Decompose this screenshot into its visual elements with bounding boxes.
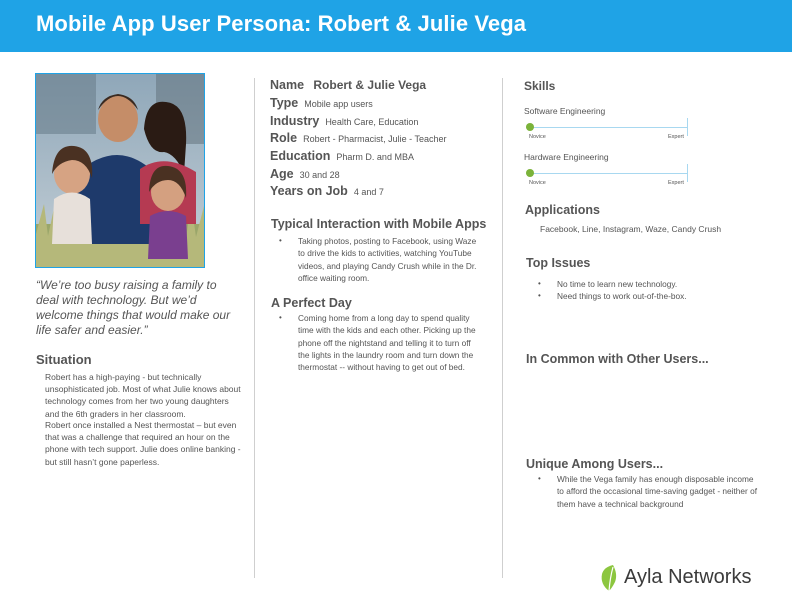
perfect-day-heading: A Perfect Day xyxy=(271,296,352,310)
skill-level-hardware xyxy=(526,169,534,177)
applications-heading: Applications xyxy=(525,203,601,217)
skill-level-software xyxy=(526,123,534,131)
brand-name: Ayla Networks xyxy=(624,566,752,588)
typical-list xyxy=(298,235,480,284)
unique-item: • While the Vega family has enough disposable income to afford the occasional time-saving gadget - neither of them have a technical background xyxy=(557,473,757,510)
persona-photo xyxy=(35,73,205,268)
field-name-label: Name xyxy=(270,78,305,92)
persona-quote: “We’re too busy raising a family to deal with technology. But we’d welcome things that would make our life safer and easier.” xyxy=(36,278,231,337)
typical-heading: Typical Interaction with Mobile Apps xyxy=(271,217,487,231)
field-education-value: Pharm D. and MBA xyxy=(336,152,414,162)
top-issues-list xyxy=(557,278,757,303)
field-role-label: Role xyxy=(270,131,298,145)
column-divider-right xyxy=(502,78,503,578)
top-issue-item-2: • Need things to work out-of-the-box. xyxy=(557,290,757,302)
skill-novice-software: Novice xyxy=(529,134,546,140)
field-name-value: Robert & Julie Vega xyxy=(313,78,427,92)
applications-text: Facebook, Line, Instagram, Waze, Candy Crush xyxy=(540,224,722,234)
field-industry-value: Health Care, Education xyxy=(325,117,419,127)
unique-heading: Unique Among Users... xyxy=(526,457,664,471)
skill-track-software xyxy=(526,127,688,128)
leaf-icon xyxy=(598,564,620,592)
field-industry xyxy=(270,114,418,128)
header-bar xyxy=(0,0,792,52)
field-industry-label: Industry xyxy=(270,114,320,128)
column-divider-left xyxy=(254,78,255,578)
skill-end-hardware xyxy=(687,164,688,182)
common-heading: In Common with Other Users... xyxy=(526,352,709,366)
skill-end-software xyxy=(687,118,688,136)
field-education-label: Education xyxy=(270,149,331,163)
skill-label-hardware: Hardware Engineering xyxy=(524,152,609,162)
typical-item: • Taking photos, posting to Facebook, using Waze to drive the kids to activities, watching YouTube videos, and playing Candy Crush while in the Dr. office waiting room. xyxy=(298,235,480,284)
top-issues-heading: Top Issues xyxy=(526,256,591,270)
field-age-value: 30 and 28 xyxy=(299,170,340,180)
field-type xyxy=(270,96,373,110)
situation-paragraph-2: Robert once installed a Nest thermostat – but even that was a challenge that required an hour on the phone with tech support. Julie does online banking - but still hasn’t gone paperless. xyxy=(45,420,241,467)
field-name xyxy=(270,78,426,92)
field-years-value: 4 and 7 xyxy=(353,187,384,197)
skill-novice-hardware: Novice xyxy=(529,180,546,186)
field-age-label: Age xyxy=(270,167,294,181)
page-title: Mobile App User Persona: Robert & Julie Vega xyxy=(36,11,527,36)
field-education xyxy=(270,149,414,163)
field-age xyxy=(270,167,340,181)
unique-list xyxy=(557,473,757,510)
field-years-label: Years on Job xyxy=(270,184,348,198)
skill-expert-software: Expert xyxy=(668,134,684,140)
skills-heading: Skills xyxy=(524,79,556,93)
perfect-day-item: • Coming home from a long day to spend quality time with the kids and each other. Picking up the phone off the nightstand and telling it to turn off the lights in the laundry room and turn down the thermostat -- without having to get out of bed. xyxy=(298,312,480,373)
field-type-value: Mobile app users xyxy=(304,99,373,109)
field-years xyxy=(270,184,384,198)
field-role xyxy=(270,131,446,145)
skill-track-hardware xyxy=(526,173,688,174)
top-issue-item-1: • No time to learn new technology. xyxy=(557,278,757,290)
situation-heading: Situation xyxy=(36,352,92,367)
situation-paragraph-1: Robert has a high-paying - but technically unsophisticated job. Most of what Julie knows about technology comes from her two young daughters and the 6th graders in her classroom. xyxy=(45,372,241,419)
skill-label-software: Software Engineering xyxy=(524,106,606,116)
ayla-logo xyxy=(598,564,778,594)
perfect-day-list xyxy=(298,312,480,373)
skill-expert-hardware: Expert xyxy=(668,180,684,186)
field-type-label: Type xyxy=(270,96,299,110)
field-role-value: Robert - Pharmacist, Julie - Teacher xyxy=(303,134,447,144)
